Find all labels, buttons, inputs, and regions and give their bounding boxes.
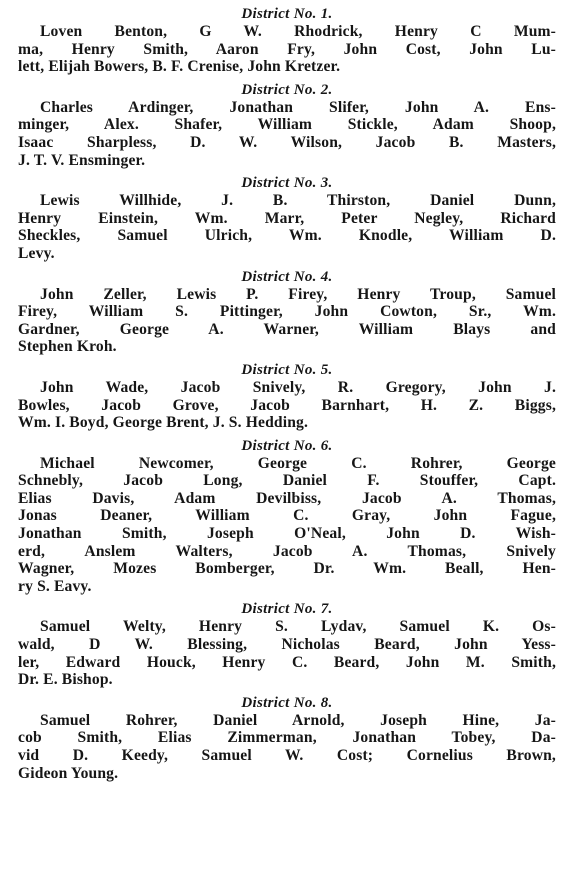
district-heading: District No. 5. — [241, 361, 333, 378]
district-name-line: Isaac Sharpless, D. W. Wilson, Jacob B. Masters, — [18, 133, 556, 151]
district-name-line: Levy. — [18, 244, 55, 262]
district-heading: District No. 8. — [241, 694, 333, 711]
document-page — [18, 6, 556, 788]
district-heading: District No. 6. — [241, 437, 333, 454]
district-name-line: Charles Ardinger, Jonathan Slifer, John A. Ens- — [40, 98, 556, 116]
district-section — [18, 695, 556, 782]
district-heading: District No. 1. — [241, 6, 333, 22]
district-name-line: Michael Newcomer, George C. Rohrer, George — [40, 454, 556, 472]
district-name-line: Sheckles, Samuel Ulrich, Wm. Knodle, William D. — [18, 227, 556, 245]
district-name-line: Bowles, Jacob Grove, Jacob Barnhart, H. Z. Biggs, — [18, 396, 556, 414]
district-name-line: Lewis Willhide, J. B. Thirston, Daniel Dunn, — [40, 192, 556, 210]
district-name-line: lett, Elijah Bowers, B. F. Crenise, John Kretzer. — [18, 58, 341, 76]
district-name-line: Firey, William S. Pittinger, John Cowton, Sr., Wm. — [18, 303, 556, 321]
district-name-line: Jonathan Smith, Joseph O'Neal, John D. Wish- — [18, 525, 556, 543]
district-section — [18, 175, 556, 262]
district-section — [18, 362, 556, 432]
district-section — [18, 269, 556, 356]
district-name-line: Samuel Rohrer, Daniel Arnold, Joseph Hine, Ja- — [40, 711, 556, 729]
district-name-line: Wagner, Mozes Bomberger, Dr. Wm. Beall, Hen- — [18, 560, 556, 578]
district-name-line: John Zeller, Lewis P. Firey, Henry Troup, Samuel — [40, 285, 556, 303]
district-name-line: J. T. V. Ensminger. — [18, 151, 146, 169]
district-name-line: Elias Davis, Adam Devilbiss, Jacob A. Thomas, — [18, 489, 556, 507]
district-name-line: ler, Edward Houck, Henry C. Beard, John M. Smith, — [18, 653, 556, 671]
district-name-line: Henry Einstein, Wm. Marr, Peter Negley, Richard — [18, 209, 556, 227]
district-name-line: John Wade, Jacob Snively, R. Gregory, John J. — [40, 378, 556, 396]
district-name-line: Jonas Deaner, William C. Gray, John Fague, — [18, 507, 556, 525]
district-name-line: cob Smith, Elias Zimmerman, Jonathan Tobey, Da- — [18, 729, 556, 747]
district-heading: District No. 3. — [241, 175, 333, 192]
district-name-line: Schnebly, Jacob Long, Daniel F. Stouffer, Capt. — [18, 472, 556, 490]
district-name-line: ma, Henry Smith, Aaron Fry, John Cost, John Lu- — [18, 40, 556, 58]
district-name-line: ry S. Eavy. — [18, 577, 92, 595]
district-name-line: minger, Alex. Shafer, William Stickle, Adam Shoop, — [18, 116, 556, 134]
district-section — [18, 82, 556, 169]
district-name-line: Stephen Kroh. — [18, 338, 117, 356]
district-name-line: wald, D W. Blessing, Nicholas Beard, John Yess- — [18, 636, 556, 654]
district-name-line: Gideon Young. — [18, 764, 119, 782]
district-section — [18, 438, 556, 596]
district-name-line: Dr. E. Bishop. — [18, 671, 113, 689]
district-list — [18, 6, 556, 782]
district-heading: District No. 2. — [241, 81, 333, 98]
district-name-line: vid D. Keedy, Samuel W. Cost; Cornelius Brown, — [18, 747, 556, 764]
district-name-line: erd, Anslem Walters, Jacob A. Thomas, Snively — [18, 542, 556, 560]
district-section — [18, 6, 556, 76]
district-name-line: Gardner, George A. Warner, William Blays and — [18, 320, 556, 338]
district-name-line: Loven Benton, G W. Rhodrick, Henry C Mum- — [40, 23, 556, 40]
district-name-line: Wm. I. Boyd, George Brent, J. S. Hedding. — [18, 414, 309, 432]
district-heading: District No. 4. — [241, 268, 333, 285]
district-section — [18, 601, 556, 688]
district-name-line: Samuel Welty, Henry S. Lydav, Samuel K. Os- — [40, 618, 556, 636]
district-heading: District No. 7. — [241, 601, 333, 618]
